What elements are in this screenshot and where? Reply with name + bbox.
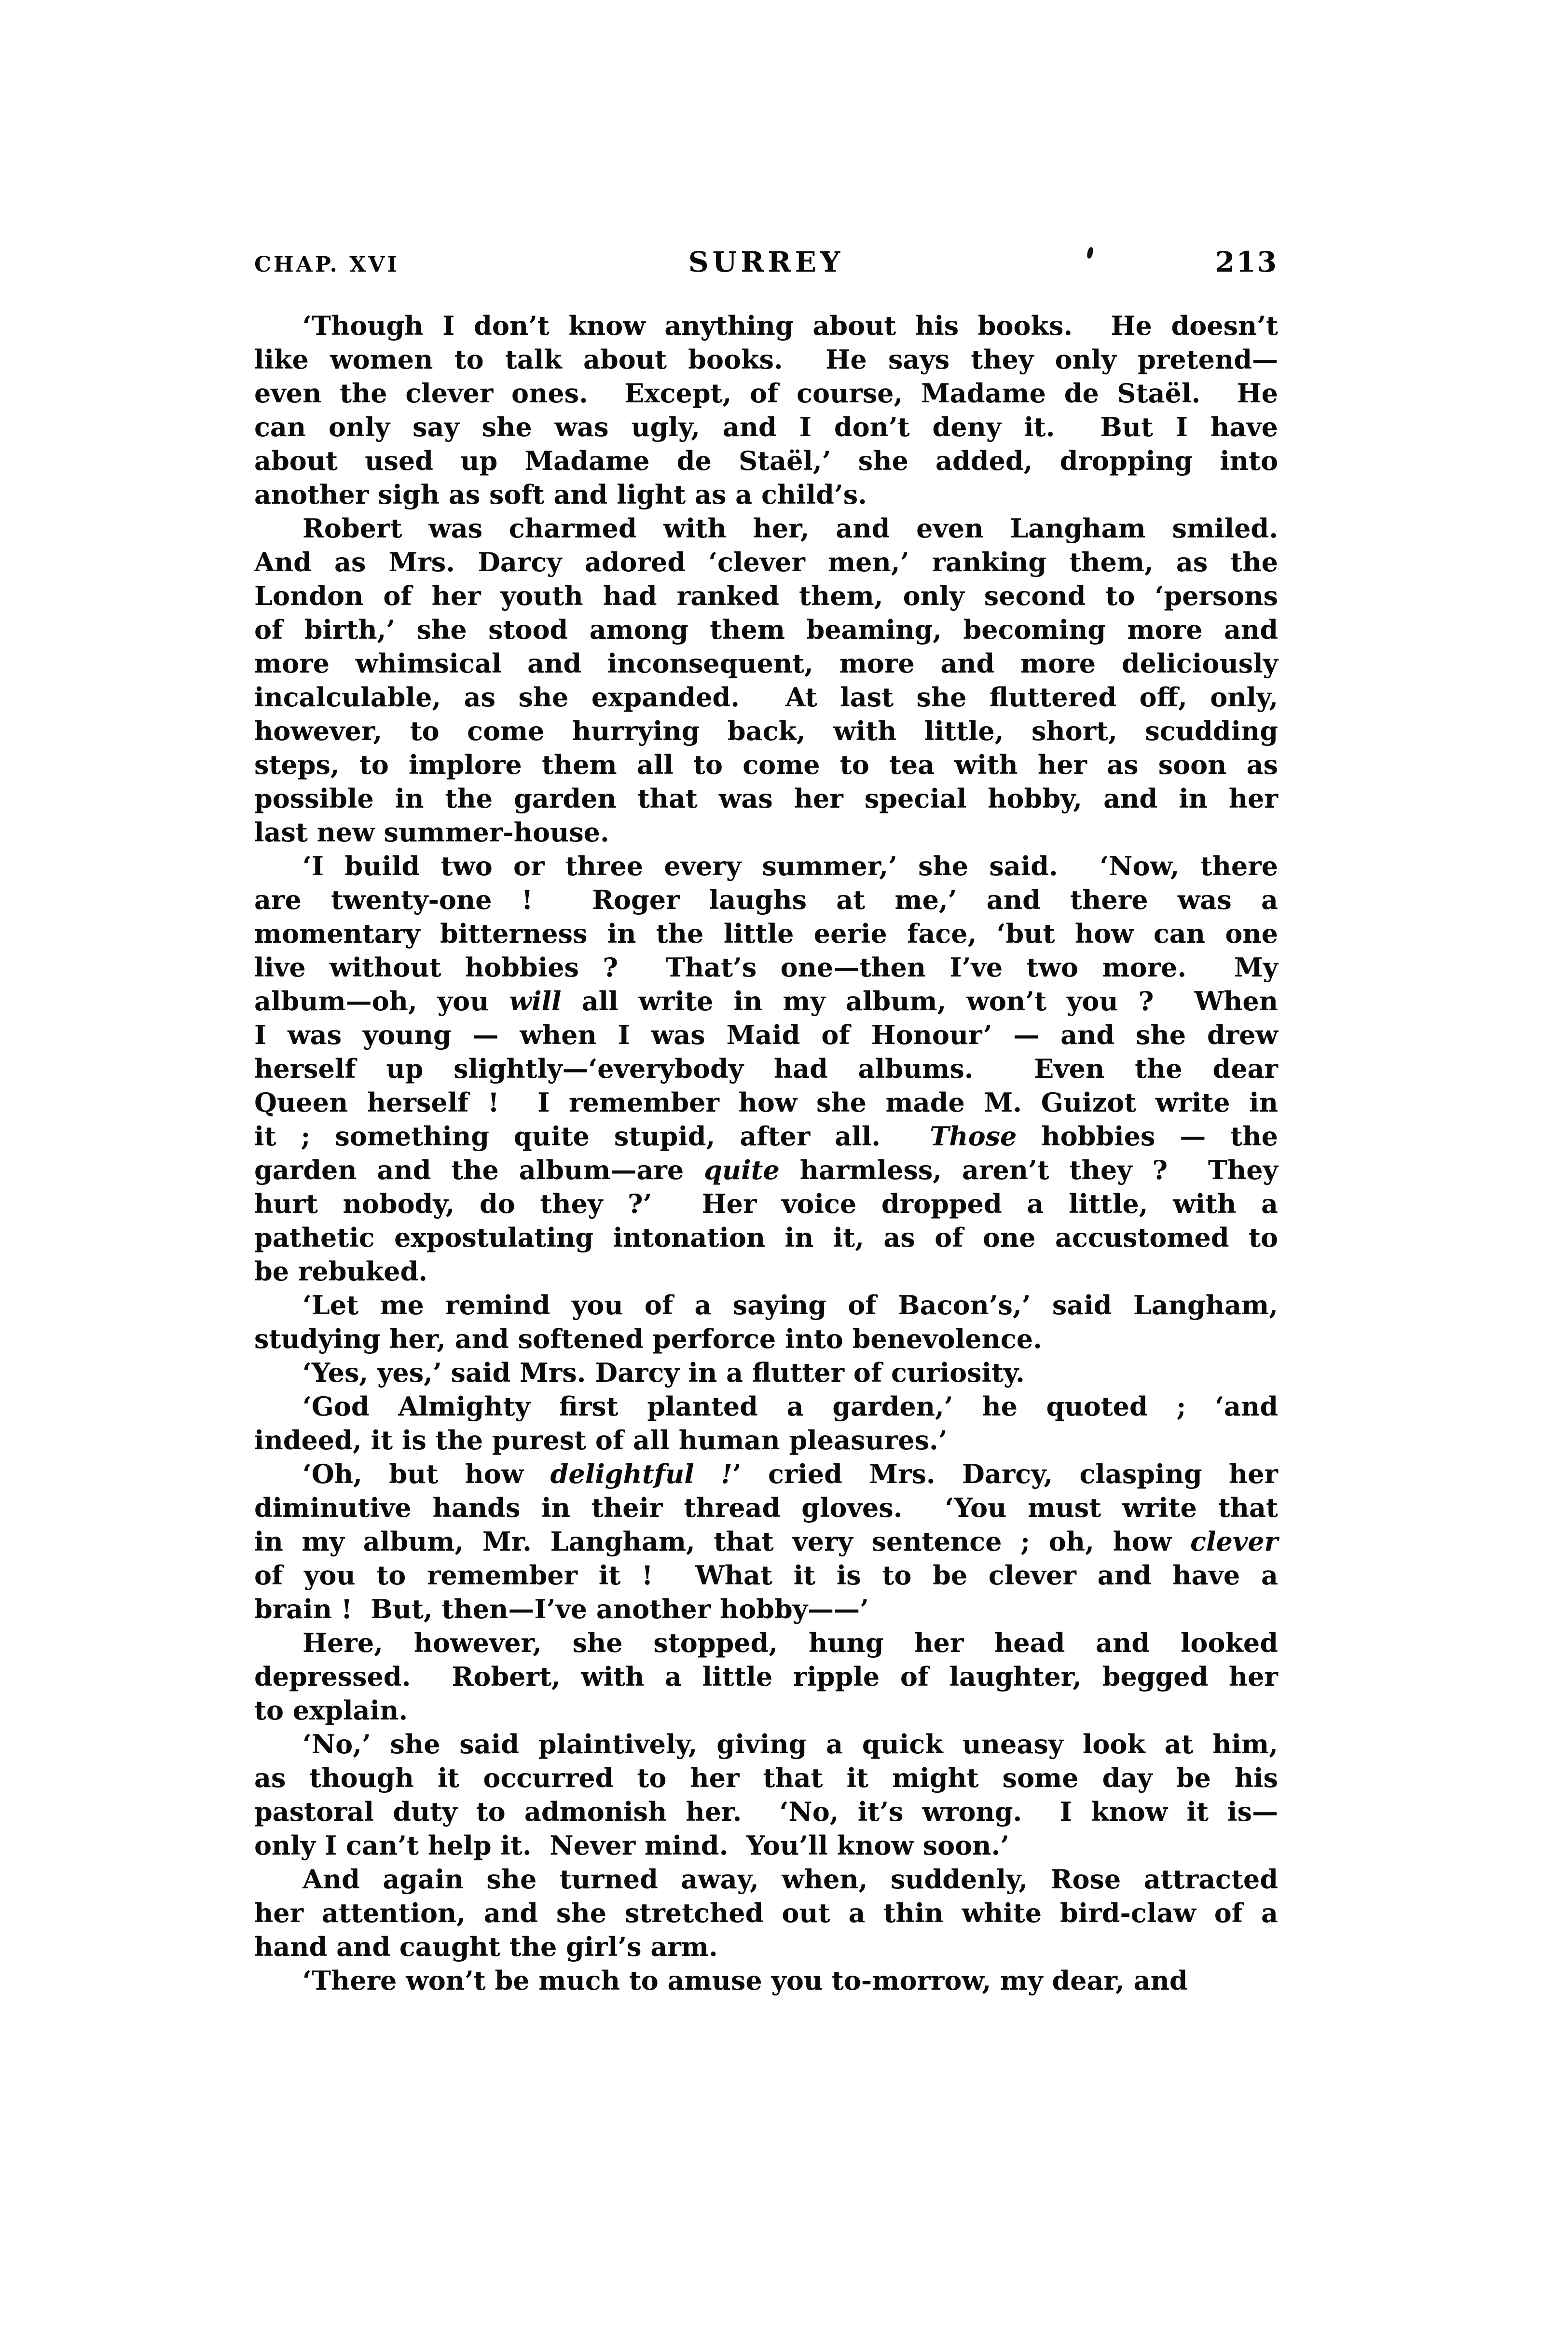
paragraph (254, 1457, 1278, 1626)
running-title: SURREY (688, 246, 844, 278)
text-line: And again she turned away, when, suddenly, Rose attracted (303, 1864, 1278, 1895)
text-line: Here, however, she stopped, hung her head and looked (303, 1627, 1278, 1658)
paragraph (254, 1626, 1278, 1727)
text-line: more whimsical and inconsequent, more and more deliciously (254, 648, 1278, 679)
text-line: about used up Madame de Staël,’ she added, dropping into (254, 445, 1278, 476)
text-line: pathetic expostulating intonation in it, as of one accustomed to (254, 1222, 1278, 1253)
text-line: another sigh as soft and light as a child’s. (254, 479, 867, 510)
text-line: only I can’t help it. Never mind. You’ll know soon.’ (254, 1830, 1010, 1861)
text-line: in my album, Mr. Langham, that very sentence ; oh, how clever (254, 1526, 1278, 1557)
paragraph (254, 1862, 1278, 1964)
page-header (254, 248, 1278, 276)
text-line: hand and caught the girl’s arm. (254, 1931, 718, 1962)
text-line: London of her youth had ranked them, only second to ‘persons (254, 580, 1278, 611)
text-line: like women to talk about books. He says they only pretend— (254, 344, 1278, 375)
text-line: steps, to implore them all to come to tea with her as soon as (254, 749, 1278, 780)
text-line: Queen herself ! I remember how she made M. Guizot write in (254, 1087, 1278, 1118)
text-line: herself up slightly—‘everybody had albums. Even the dear (254, 1053, 1278, 1084)
paragraph (254, 309, 1278, 511)
text-line: momentary bitterness in the little eerie face, ‘but how can one (254, 918, 1278, 949)
text-line: studying her, and softened perforce into benevolence. (254, 1323, 1042, 1354)
paragraph (254, 1389, 1278, 1457)
text-line: last new summer-house. (254, 817, 609, 848)
text-line: it ; something quite stupid, after all. Those hobbies — the (254, 1121, 1278, 1152)
text-line: live without hobbies ? That’s one—then I’ve two more. My (254, 952, 1278, 983)
text-line: her attention, and she stretched out a thin white bird-claw of a (254, 1898, 1278, 1928)
text-line: ‘There won’t be much to amuse you to-morrow, my dear, and (303, 1965, 1188, 1996)
paragraph (254, 1964, 1278, 1997)
text-line: ‘No,’ she said plaintively, giving a quick uneasy look at him, (303, 1729, 1278, 1760)
text-line: of birth,’ she stood among them beaming, becoming more and (254, 614, 1278, 645)
text-line: pastoral duty to admonish her. ‘No, it’s wrong. I know it is— (254, 1796, 1278, 1827)
text-line: ‘I build two or three every summer,’ she said. ‘Now, there (303, 851, 1278, 881)
text-line: ‘Oh, but how delightful !’ cried Mrs. Darcy, clasping her (303, 1458, 1278, 1489)
text-line: album—oh, you will all write in my album, won’t you ? When (254, 986, 1278, 1017)
paragraph (254, 1356, 1278, 1389)
text-line: ‘Though I don’t know anything about his books. He doesn’t (303, 310, 1278, 341)
paragraph (254, 1288, 1278, 1356)
text-line: are twenty-one ! Roger laughs at me,’ and there was a (254, 884, 1278, 915)
text-line: ‘Let me remind you of a saying of Bacon’s,’ said Langham, (303, 1290, 1278, 1320)
text-line: garden and the album—are quite harmless, aren’t they ? They (254, 1155, 1278, 1185)
text-line: ‘God Almighty first planted a garden,’ he quoted ; ‘and (303, 1391, 1278, 1422)
text-line: can only say she was ugly, and I don’t deny it. But I have (254, 412, 1278, 442)
paragraph (254, 511, 1278, 849)
text-line: I was young — when I was Maid of Honour’ — and she drew (254, 1019, 1278, 1050)
text-line: possible in the garden that was her special hobby, and in her (254, 783, 1278, 814)
text-line: diminutive hands in their thread gloves. ‘You must write that (254, 1492, 1278, 1523)
text-line: Robert was charmed with her, and even Langham smiled. (303, 513, 1278, 544)
text-line: hurt nobody, do they ?’ Her voice dropped a little, with a (254, 1188, 1278, 1219)
text-line: to explain. (254, 1695, 408, 1726)
chapter-label: CHAP. XVI (254, 252, 400, 277)
page-number: 213 (1215, 246, 1278, 278)
text-line: ‘Yes, yes,’ said Mrs. Darcy in a flutter of curiosity. (303, 1357, 1025, 1388)
text-line: And as Mrs. Darcy adored ‘clever men,’ ranking them, as the (254, 547, 1278, 578)
text-line: of you to remember it ! What it is to be clever and have a (254, 1560, 1278, 1591)
paragraph (254, 849, 1278, 1288)
text-line: be rebuked. (254, 1256, 428, 1287)
text-line: indeed, it is the purest of all human pleasures.’ (254, 1425, 948, 1456)
paragraph (254, 1727, 1278, 1862)
page-body (254, 309, 1278, 1997)
text-line: brain ! But, then—I’ve another hobby——’ (254, 1594, 869, 1624)
text-line: depressed. Robert, with a little ripple of laughter, begged her (254, 1661, 1278, 1692)
text-line: even the clever ones. Except, of course, Madame de Staël. He (254, 378, 1278, 409)
text-line: incalculable, as she expanded. At last she fluttered off, only, (254, 682, 1278, 713)
text-line: as though it occurred to her that it might some day be his (254, 1762, 1278, 1793)
text-line: however, to come hurrying back, with little, short, scudding (254, 715, 1278, 746)
